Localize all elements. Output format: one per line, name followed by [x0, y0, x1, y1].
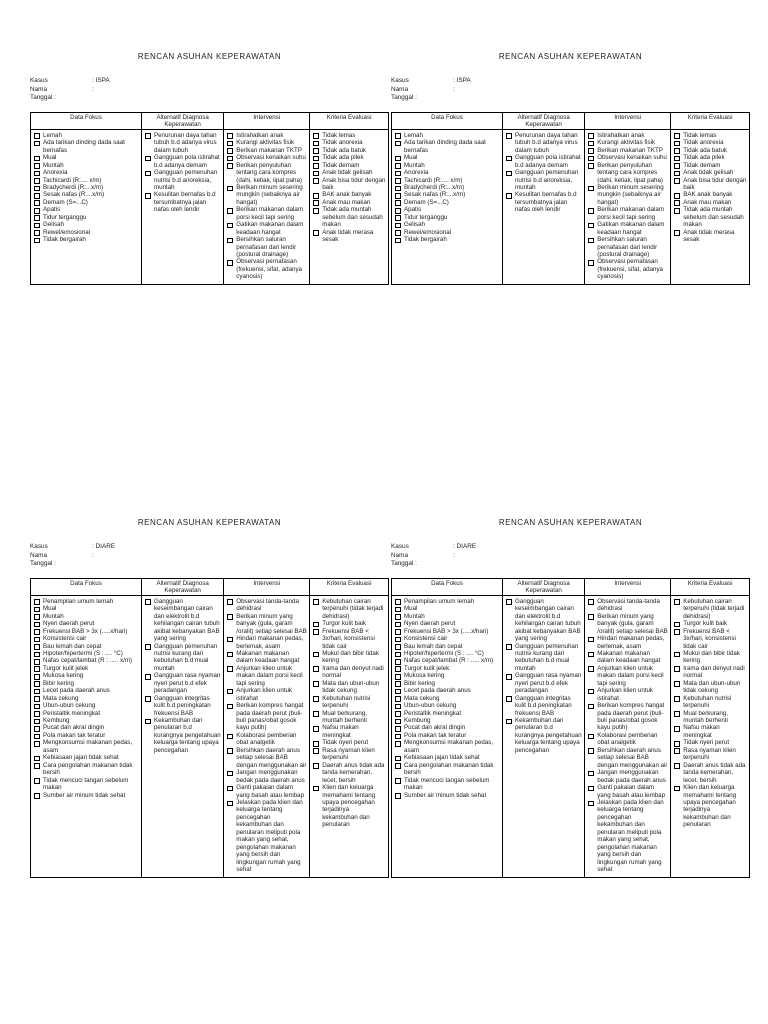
- patient-info-label: Kasus: [30, 77, 48, 84]
- kriteria-item: Rasa nyaman klien terpenuhi: [673, 747, 747, 762]
- patient-info-label: Nama: [391, 551, 409, 559]
- diagnosa-list: [144, 598, 221, 755]
- data-fokus-item: Pucat dan akral dingin: [33, 724, 139, 731]
- panel-title: RENCAN ASUHAN KEPERAWATAN: [498, 518, 643, 527]
- kriteria-item: Kebutuhan nutrisi terpenuhi: [312, 695, 386, 710]
- intervensi-item: Istirahatkan anak: [587, 132, 668, 139]
- intervensi-item: Kurangi aktivitas fisik: [587, 139, 668, 146]
- kriteria-cell: [671, 129, 750, 284]
- data-fokus-item: Demam (S=...C): [394, 199, 500, 206]
- kriteria-list: [673, 598, 747, 829]
- data-fokus-item: Konsistensi cair: [394, 635, 500, 642]
- data-fokus-item: Demam (S=...C): [33, 199, 139, 206]
- care-plan-table: [30, 578, 389, 878]
- intervensi-item: Jelaskan pada klien dan keluarga tentang pencegahan kekambuhan dan penularan meliputi pola makan yang sehat, pengolahan makanan yang bersih dan lingkungan rumah yang sehat: [226, 799, 307, 874]
- header-diagnosa: Alternatif Diagnosa Keperawatan: [502, 112, 584, 129]
- intervensi-item: Berikan kompres hangat pada daerah perut (buli-buli panas/obat gosok kayu putih): [226, 702, 307, 732]
- patient-info-row: [30, 543, 389, 552]
- patient-info-row: [391, 543, 750, 552]
- kriteria-item: Klien dan keluarga memahami tentang upaya pencegahan terjadinya kekambuhan dan penularan: [673, 784, 747, 829]
- data-fokus-item: Lemah: [33, 132, 139, 139]
- data-fokus-item: Hipoter/hipertermi (S : .... °C): [394, 650, 500, 657]
- kriteria-item: Nafsu makan meningkat: [673, 724, 747, 739]
- intervensi-item: Jelaskan pada klien dan keluarga tentang pencegahan kekambuhan dan penularan meliputi pola makan yang sehat, pengolahan makanan yang bersih dan lingkungan rumah yang sehat: [587, 799, 668, 874]
- data-fokus-item: Mata cekung: [394, 695, 500, 702]
- kriteria-list: [673, 132, 747, 244]
- header-diagnosa: Alternatif Diagnosa Keperawatan: [502, 578, 584, 595]
- intervensi-item: Observasi tanda-tanda dehidrasi: [587, 598, 668, 613]
- header-data-fokus: Data Fokus: [392, 578, 503, 595]
- patient-info-value: :: [453, 85, 455, 93]
- data-fokus-item: Frekuensi BAB > 3x (.....x/hari): [394, 628, 500, 635]
- kriteria-item: Kebutuhan cairan terpenuhi (tidak terjadi dehidrasi): [673, 598, 747, 620]
- diagnosa-item: Penurunan daya tahan tubuh b.d adanya virus dalam tubuh: [144, 132, 221, 154]
- patient-info: [391, 543, 750, 569]
- patient-info-row: [391, 77, 750, 86]
- data-fokus-item: Ubun-ubun cekung: [33, 702, 139, 709]
- kriteria-item: Mukul dan bibir tidak kering: [312, 650, 386, 665]
- patient-info-row: [30, 86, 389, 95]
- table-row: [392, 595, 750, 877]
- intervensi-item: Berikan makanan TKTP: [587, 147, 668, 154]
- diagnosa-item: Gangguan pola istirahat b.d adanya demam: [505, 154, 582, 169]
- data-fokus-item: Gelisah: [33, 221, 139, 228]
- diagnosa-item: Gangguan rasa nyaman nyeri perut b.d efek peradangan: [505, 672, 582, 694]
- kriteria-item: Mata dan ubun-ubun tidak cekung: [673, 680, 747, 695]
- data-fokus-item: Cara pengolahan makanan tidak bersih: [33, 762, 139, 777]
- data-fokus-item: Bau lemah dan cepat: [394, 643, 500, 650]
- data-fokus-item: Mukosa kering: [394, 672, 500, 679]
- diagnosa-cell: [141, 595, 223, 877]
- data-fokus-item: Bradycherdi (R:...x/m): [33, 184, 139, 191]
- data-fokus-item: Pola makan tak teratur: [33, 732, 139, 739]
- intervensi-item: Ganti pakaian dalam yang basah atau lembap: [226, 784, 307, 799]
- kriteria-item: Tidak anorexia: [673, 139, 747, 146]
- kriteria-item: Tidak ada pilek: [673, 154, 747, 161]
- patient-info: [30, 77, 389, 103]
- data-fokus-item: Nafas cepat/lambat (R : ..... x/m): [33, 657, 139, 664]
- data-fokus-item: Tidak mencuci tangan sebelum makan: [33, 777, 139, 792]
- data-fokus-item: Peristaltik meningkat: [394, 710, 500, 717]
- diagnosa-cell: [502, 129, 584, 284]
- intervensi-item: Berikan minum yang banyak (gula, garam /oralit) setiap selesai BAB: [226, 613, 307, 635]
- data-fokus-list: [394, 132, 500, 244]
- patient-info-value: :: [92, 551, 94, 559]
- data-fokus-item: Mual: [394, 605, 500, 612]
- header-data-fokus: Data Fokus: [31, 112, 142, 129]
- intervensi-cell: [224, 595, 310, 877]
- patient-info-label: Nama: [30, 85, 48, 93]
- intervensi-item: Anjurkan klien untuk makan dalam porsi kecil tapi sering: [587, 665, 668, 687]
- intervensi-item: Jangan menggunakan bedak pada daerah anus: [226, 769, 307, 784]
- intervensi-item: Makanan makanan dalam keadaan hangat: [226, 650, 307, 665]
- kriteria-item: Irama dan denyut nadi normal: [312, 665, 386, 680]
- kriteria-list: [312, 132, 386, 244]
- table-header-row: [31, 112, 389, 129]
- data-fokus-item: Hipoter/hipertermi (S : .... °C): [33, 650, 139, 657]
- kriteria-item: BAK anak banyak: [673, 191, 747, 198]
- data-fokus-item: Cara pengolahan makanan tidak bersih: [394, 762, 500, 777]
- header-diagnosa: Alternatif Diagnosa Keperawatan: [141, 112, 223, 129]
- kriteria-item: Mata dan ubun-ubun tidak cekung: [312, 680, 386, 695]
- data-fokus-item: Tidur terganggu: [394, 214, 500, 221]
- data-fokus-item: Turgor kulit jelek: [33, 665, 139, 672]
- patient-info: [30, 543, 389, 569]
- patient-info-value: : DIARE: [92, 543, 116, 550]
- data-fokus-item: Nafas cepat/lambat (R : ..... x/m): [394, 657, 500, 664]
- care-plan-panel: [391, 52, 750, 285]
- intervensi-item: Anjurkan klien untuk makan dalam porsi kecil tapi sering: [226, 665, 307, 687]
- patient-info-row: [30, 560, 389, 569]
- data-fokus-item: Anorexia: [394, 169, 500, 176]
- header-data-fokus: Data Fokus: [31, 578, 142, 595]
- header-kriteria: Kriteria Evaluasi: [310, 112, 389, 129]
- header-data-fokus: Data Fokus: [392, 112, 503, 129]
- kriteria-item: Frekuensi BAB < 3x/hari, konsistensi tidak cair: [673, 628, 747, 650]
- data-fokus-item: Sumber air minum tidak sehat: [33, 792, 139, 799]
- intervensi-item: Anjurkan klien untuk istirahat: [226, 687, 307, 702]
- data-fokus-item: Gelisah: [394, 221, 500, 228]
- diagnosa-item: Penurunan daya tahan tubuh b.d adanya virus dalam tubuh: [505, 132, 582, 154]
- care-plan-table: [30, 112, 389, 285]
- kriteria-cell: [671, 595, 750, 877]
- data-fokus-item: Mual: [33, 154, 139, 161]
- data-fokus-item: Konsistensi cair: [33, 635, 139, 642]
- intervensi-item: Berikan makanan dalam porsi kecil tapi sering: [226, 206, 307, 221]
- table-row: [31, 129, 389, 284]
- intervensi-list: [226, 132, 307, 281]
- diagnosa-item: Gangguan keseimbangan cairan dan elektrolit b.d kehilangan cairan tubuh akibat kebanyakan BAB yang sering: [144, 598, 221, 643]
- intervensi-item: Hindari makanan pedas, berlemak, asam: [226, 635, 307, 650]
- kriteria-item: Tidak ada muntah sebelum dan sesudah makan: [673, 206, 747, 228]
- patient-info-row: [391, 552, 750, 561]
- patient-info-value: :: [92, 85, 94, 93]
- intervensi-list: [587, 598, 668, 874]
- kriteria-item: Tidak lemas: [312, 132, 386, 139]
- diagnosa-item: Kesulitan bernafas b.d tersumbatnya jalan nafas oleh lendir: [144, 191, 221, 213]
- patient-info-row: [30, 77, 389, 86]
- kriteria-item: Anak bisa tidur dengan baik: [312, 177, 386, 192]
- data-fokus-item: Tachicardi (R:.... x/m): [33, 177, 139, 184]
- intervensi-item: Observasi kenaikan suhu: [587, 154, 668, 161]
- patient-info-row: [30, 552, 389, 561]
- patient-info-label: Tanggal :: [30, 560, 56, 568]
- patient-info: [391, 77, 750, 103]
- care-plan-panel: [30, 52, 389, 285]
- kriteria-item: Rasa nyaman klien terpenuhi: [312, 747, 386, 762]
- data-fokus-item: Tachicardi (R:.... x/m): [394, 177, 500, 184]
- data-fokus-list: [394, 598, 500, 799]
- intervensi-item: Berikan minum sesering mungkin (sebaiknya air hangat): [587, 184, 668, 206]
- intervensi-cell: [585, 129, 671, 284]
- diagnosa-item: Gangguan pemenuhan nutrisi kurang dari kebutuhan b.d mual muntah: [144, 643, 221, 673]
- data-fokus-item: Ada tarikan dinding dada saat bernafas: [33, 139, 139, 154]
- diagnosa-list: [505, 132, 582, 214]
- data-fokus-item: Tidak mencuci tangan sebelum makan: [394, 777, 500, 792]
- kriteria-item: Klien dan keluarga memahami tentang upaya pencegahan terjadinya kekambuhan dan penularan: [312, 784, 386, 829]
- diagnosa-item: Gangguan pemenuhan nutrisi b.d anoreksia, muntah: [144, 169, 221, 191]
- diagnosa-item: Kekambuhan dan penularan b.d kurangnya pengetahuan keluarga tentang upaya pencegahan: [505, 717, 582, 754]
- data-fokus-item: Pucat dan akral dingin: [394, 724, 500, 731]
- data-fokus-item: Lecet pada daerah anus: [394, 687, 500, 694]
- data-fokus-cell: [31, 595, 142, 877]
- table-row: [31, 595, 389, 877]
- patient-info-label: Kasus: [391, 77, 409, 84]
- data-fokus-item: Muntah: [33, 613, 139, 620]
- diagnosa-item: Gangguan integritas kulit b.d peningkatan frekuensi BAB: [505, 695, 582, 717]
- data-fokus-item: Penampilan umum lemah: [394, 598, 500, 605]
- data-fokus-item: Bau lemah dan cepat: [33, 643, 139, 650]
- intervensi-item: Gatikan makanan dalam keadaan hangat: [226, 221, 307, 236]
- kriteria-item: Tidak demam: [673, 162, 747, 169]
- data-fokus-item: Frekuensi BAB > 3x (.....x/hari): [33, 628, 139, 635]
- data-fokus-item: Muntah: [33, 162, 139, 169]
- data-fokus-item: Rewel/emosional: [394, 229, 500, 236]
- intervensi-item: Berikan makanan dalam porsi kecil tapi sering: [587, 206, 668, 221]
- kriteria-item: Anak tidak gelisah: [312, 169, 386, 176]
- panel-title: RENCAN ASUHAN KEPERAWATAN: [137, 52, 282, 61]
- data-fokus-item: Mual: [33, 605, 139, 612]
- data-fokus-item: Mengkonsumsi makanan pedas, asam: [394, 739, 500, 754]
- kriteria-item: Tidak nyeri perut: [673, 739, 747, 746]
- kriteria-item: Tidak ada batuk: [312, 147, 386, 154]
- kriteria-item: Tidak anorexia: [312, 139, 386, 146]
- kriteria-item: Mual berkurang, muntah berhenti: [673, 710, 747, 725]
- care-plan-table: [391, 112, 750, 285]
- kriteria-item: Nafsu makan meningkat: [312, 724, 386, 739]
- data-fokus-item: Anorexia: [33, 169, 139, 176]
- table-header-row: [392, 578, 750, 595]
- diagnosa-cell: [502, 595, 584, 877]
- data-fokus-item: Sumber air minum tidak sehat: [394, 792, 500, 799]
- kriteria-item: Anak mau makan: [673, 199, 747, 206]
- kriteria-list: [312, 598, 386, 829]
- diagnosa-item: Gangguan pemenuhan nutrisi b.d anoreksia, muntah: [505, 169, 582, 191]
- data-fokus-item: Sesak nafas (R:...x/m): [33, 191, 139, 198]
- intervensi-list: [587, 132, 668, 281]
- data-fokus-item: Turgor kulit jelek: [394, 665, 500, 672]
- data-fokus-item: Ada tarikan dinding dada saat bernafas: [394, 139, 500, 154]
- diagnosa-item: Gangguan pemenuhan nutrisi kurang dari kebutuhan b.d mual muntah: [505, 643, 582, 673]
- kriteria-item: Mual berkurang, muntah berhenti: [312, 710, 386, 725]
- data-fokus-item: Mukosa kering: [33, 672, 139, 679]
- data-fokus-item: Bradycherdi (R:...x/m): [394, 184, 500, 191]
- kriteria-item: Tidak ada muntah sebelum dan sesudah makan: [312, 206, 386, 228]
- intervensi-item: Hindari makanan pedas, berlemak, asam: [587, 635, 668, 650]
- kriteria-item: BAK anak banyak: [312, 191, 386, 198]
- table-header-row: [392, 112, 750, 129]
- table-row: [392, 129, 750, 284]
- data-fokus-item: Muntah: [394, 162, 500, 169]
- intervensi-item: Berikan minum sesering mungkin (sebaiknya air hangat): [226, 184, 307, 206]
- patient-info-value: : ISPA: [453, 77, 471, 84]
- patient-info-row: [391, 560, 750, 569]
- intervensi-item: Berikan kompres hangat pada daerah perut (buli-buli panas/obat gosok kayu putih): [587, 702, 668, 732]
- data-fokus-item: Lemah: [394, 132, 500, 139]
- intervensi-item: Observasi pernafasan (frekuensi, sifat, adanya cyanosis): [226, 258, 307, 280]
- data-fokus-item: Kebiasaan jajan tidak sehat: [33, 754, 139, 761]
- patient-info-row: [30, 94, 389, 103]
- data-fokus-item: Muntah: [394, 613, 500, 620]
- kriteria-item: Anak mau makan: [312, 199, 386, 206]
- patient-info-value: :: [453, 551, 455, 559]
- kriteria-item: Kebutuhan nutrisi terpenuhi: [673, 695, 747, 710]
- header-intervensi: Intervensi: [224, 112, 310, 129]
- diagnosa-item: Gangguan integritas kulit b.d peningkatan frekuensi BAB: [144, 695, 221, 717]
- data-fokus-item: Kembung: [394, 717, 500, 724]
- diagnosa-item: Gangguan pola istirahat b.d adanya demam: [144, 154, 221, 169]
- intervensi-item: Ganti pakaian dalam yang basah atau lembap: [587, 784, 668, 799]
- data-fokus-item: Lecet pada daerah anus: [33, 687, 139, 694]
- kriteria-item: Tidak ada batuk: [673, 147, 747, 154]
- header-intervensi: Intervensi: [585, 578, 671, 595]
- kriteria-cell: [310, 595, 389, 877]
- header-diagnosa: Alternatif Diagnosa Keperawatan: [141, 578, 223, 595]
- kriteria-cell: [310, 129, 389, 284]
- care-plan-panel: [30, 518, 389, 878]
- patient-info-value: : DIARE: [453, 543, 477, 550]
- kriteria-item: Turgor kulit baik: [673, 620, 747, 627]
- intervensi-item: Berikan minum yang banyak (gula, garam /oralit) setiap selesai BAB: [587, 613, 668, 635]
- kriteria-item: Irama dan denyut nadi normal: [673, 665, 747, 680]
- kriteria-item: Turgor kulit baik: [312, 620, 386, 627]
- patient-info-label: Tanggal :: [391, 560, 417, 568]
- header-kriteria: Kriteria Evaluasi: [671, 578, 750, 595]
- data-fokus-item: Nyeri daerah perut: [33, 620, 139, 627]
- intervensi-item: Bersihkan saluran pernafasan dari lendir (postural drainage): [587, 236, 668, 258]
- patient-info-row: [391, 94, 750, 103]
- table-header-row: [31, 578, 389, 595]
- data-fokus-list: [33, 132, 139, 244]
- kriteria-item: Anak bisa tidur dengan baik: [673, 177, 747, 192]
- data-fokus-cell: [31, 129, 142, 284]
- intervensi-item: Anjurkan klien untuk istirahat: [587, 687, 668, 702]
- intervensi-item: Bersihkan daerah anus setiap selesai BAB dengan menggunakan air: [226, 747, 307, 769]
- panel-title: RENCAN ASUHAN KEPERAWATAN: [498, 52, 643, 61]
- diagnosa-item: Gangguan keseimbangan cairan dan elektrolit b.d kehilangan cairan tubuh akibat kebanyakan BAB yang sering: [505, 598, 582, 643]
- kriteria-item: Tidak nyeri perut: [312, 739, 386, 746]
- header-kriteria: Kriteria Evaluasi: [671, 112, 750, 129]
- intervensi-item: Bersihkan daerah anus setiap selesai BAB dengan menggunakan air: [587, 747, 668, 769]
- data-fokus-item: Apatis: [394, 206, 500, 213]
- data-fokus-cell: [392, 595, 503, 877]
- kriteria-item: Daerah anus tidak ada tanda kemerahan, lecet, bersih: [673, 762, 747, 784]
- panel-title: RENCAN ASUHAN KEPERAWATAN: [137, 518, 282, 527]
- kriteria-item: Tidak lemas: [673, 132, 747, 139]
- patient-info-value: : ISPA: [92, 77, 110, 84]
- intervensi-item: Makanan makanan dalam keadaan hangat: [587, 650, 668, 665]
- header-intervensi: Intervensi: [585, 112, 671, 129]
- diagnosa-cell: [141, 129, 223, 284]
- patient-info-label: Tanggal :: [30, 94, 56, 102]
- diagnosa-list: [144, 132, 221, 214]
- kriteria-item: Anak tidak gelisah: [673, 169, 747, 176]
- patient-info-label: Nama: [391, 85, 409, 93]
- intervensi-item: Kolaborasi pemberian obat analgetik: [587, 732, 668, 747]
- care-plan-table: [391, 578, 750, 878]
- care-plan-panel: [391, 518, 750, 878]
- intervensi-list: [226, 598, 307, 874]
- intervensi-item: Bersihkan saluran pernafasan dari lendir (postural drainage): [226, 236, 307, 258]
- kriteria-item: Anak tidak merasa sesak: [312, 229, 386, 244]
- data-fokus-item: Mual: [394, 154, 500, 161]
- data-fokus-item: Ubun-ubun cekung: [394, 702, 500, 709]
- intervensi-cell: [585, 595, 671, 877]
- patient-info-label: Tanggal :: [391, 94, 417, 102]
- intervensi-cell: [224, 129, 310, 284]
- data-fokus-item: Sesak nafas (R:...x/m): [394, 191, 500, 198]
- diagnosa-item: Kesulitan bernafas b.d tersumbatnya jalan nafas oleh lendir: [505, 191, 582, 213]
- data-fokus-item: Bibir kering: [394, 680, 500, 687]
- diagnosa-item: Gangguan rasa nyaman nyeri perut b.d efek peradangan: [144, 672, 221, 694]
- data-fokus-item: Kebiasaan jajan tidak sehat: [394, 754, 500, 761]
- intervensi-item: Berikan penyuluhan tentang cara kompres (dahi, ketiak, lipat paha): [587, 162, 668, 184]
- diagnosa-list: [505, 598, 582, 755]
- data-fokus-item: Tidak bergairah: [33, 236, 139, 243]
- intervensi-item: Jangan menggunakan bedak pada daerah anus: [587, 769, 668, 784]
- intervensi-item: Berikan penyuluhan tentang cara kompres (dahi, ketiak, lipat paha): [226, 162, 307, 184]
- intervensi-item: Gatikan makanan dalam keadaan hangat: [587, 221, 668, 236]
- data-fokus-item: Tidur terganggu: [33, 214, 139, 221]
- intervensi-item: Berikan makanan TKTP: [226, 147, 307, 154]
- kriteria-item: Anak tidak merasa sesak: [673, 229, 747, 244]
- intervensi-item: Istirahatkan anak: [226, 132, 307, 139]
- intervensi-item: Observasi kenaikan suhu: [226, 154, 307, 161]
- kriteria-item: Kebutuhan cairan terpenuhi (tidak terjadi dehidrasi): [312, 598, 386, 620]
- data-fokus-item: Bibir kering: [33, 680, 139, 687]
- data-fokus-item: Penampilan umum lemah: [33, 598, 139, 605]
- kriteria-item: Tidak ada pilek: [312, 154, 386, 161]
- kriteria-item: Frekuensi BAB < 3x/hari, konsistensi tidak cair: [312, 628, 386, 650]
- data-fokus-item: Rewel/emosional: [33, 229, 139, 236]
- intervensi-item: Kolaborasi pemberian obat analgetik: [226, 732, 307, 747]
- data-fokus-item: Apatis: [33, 206, 139, 213]
- intervensi-item: Observasi tanda-tanda dehidrasi: [226, 598, 307, 613]
- data-fokus-list: [33, 598, 139, 799]
- data-fokus-item: Peristaltik meningkat: [33, 710, 139, 717]
- patient-info-row: [391, 86, 750, 95]
- kriteria-item: Daerah anus tidak ada tanda kemerahan, lecet, bersih: [312, 762, 386, 784]
- header-kriteria: Kriteria Evaluasi: [310, 578, 389, 595]
- intervensi-item: Kurangi aktivitas fisik: [226, 139, 307, 146]
- patient-info-label: Nama: [30, 551, 48, 559]
- patient-info-label: Kasus: [391, 543, 409, 550]
- data-fokus-cell: [392, 129, 503, 284]
- data-fokus-item: Kembung: [33, 717, 139, 724]
- data-fokus-item: Tidak bergairah: [394, 236, 500, 243]
- patient-info-label: Kasus: [30, 543, 48, 550]
- header-intervensi: Intervensi: [224, 578, 310, 595]
- data-fokus-item: Mata cekung: [33, 695, 139, 702]
- data-fokus-item: Nyeri daerah perut: [394, 620, 500, 627]
- data-fokus-item: Pola makan tak teratur: [394, 732, 500, 739]
- data-fokus-item: Mengkonsumsi makanan pedas, asam: [33, 739, 139, 754]
- diagnosa-item: Kekambuhan dan penularan b.d kurangnya pengetahuan keluarga tentang upaya pencegahan: [144, 717, 221, 754]
- kriteria-item: Mukul dan bibir tidak kering: [673, 650, 747, 665]
- intervensi-item: Observasi pernafasan (frekuensi, sifat, adanya cyanosis): [587, 258, 668, 280]
- kriteria-item: Tidak demam: [312, 162, 386, 169]
